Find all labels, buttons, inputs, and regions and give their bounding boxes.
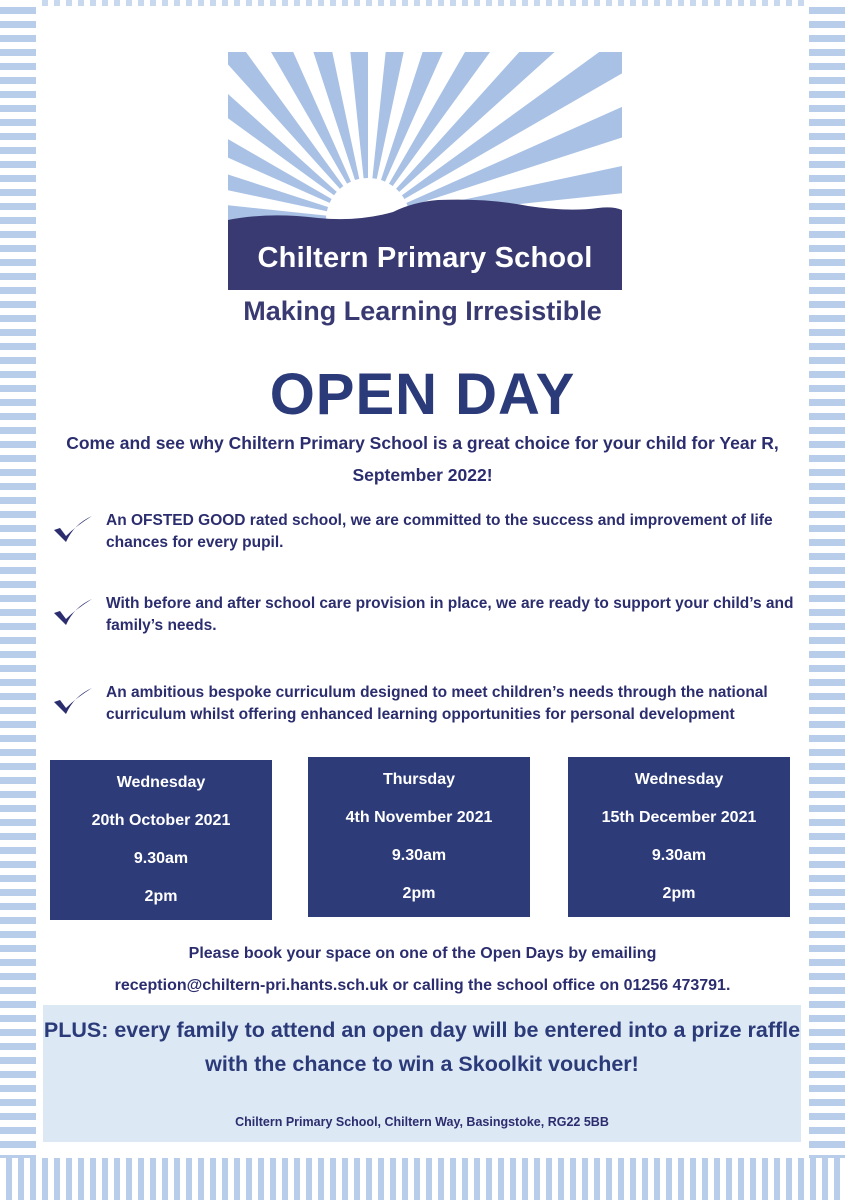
school-logo [228,52,622,290]
open-day-weekday: Thursday [382,771,455,788]
intro-text: Come and see why Chiltern Primary School is a great choice for your child for Year R, September 2022! [66,433,779,485]
booking-line-1: Please book your space on one of the Open Days by emailing [188,945,657,962]
raffle-panel [43,1005,801,1142]
right-stripe-border [809,0,845,1200]
open-day-date: 4th November 2021 [345,809,493,826]
open-day-date: 15th December 2021 [601,809,757,826]
top-stripe-border [0,0,845,6]
bullet-text: With before and after school care provision in place, we are ready to support your child’s and family’s needs. [106,595,794,634]
logo-banner [228,227,622,290]
bullet-text: An OFSTED GOOD rated school, we are committed to the success and improvement of life chances for every pupil. [106,512,773,551]
open-day-time: 9.30am [651,847,707,864]
booking-line-2: reception@chiltern-pri.hants.sch.uk or calling the school office on 01256 473791. [114,977,731,994]
booking-info [40,938,805,1002]
open-day-weekday: Wednesday [116,774,206,791]
bullet-text: An ambitious bespoke curriculum designed to meet children’s needs through the national curriculum whilst offering enhanced learning opportunities for personal development [106,684,768,723]
open-day-time: 9.30am [133,850,189,867]
open-day-time: 2pm [402,885,436,902]
check-icon [52,597,94,629]
sunrise-icon [228,52,622,232]
left-stripe-border [0,0,36,1200]
open-day-time: 9.30am [391,847,447,864]
open-day-time: 2pm [144,888,178,905]
logo-school-name: Chiltern Primary School [257,242,593,274]
page-title: OPEN DAY [269,362,576,427]
check-icon [52,686,94,718]
open-day-card-1 [50,760,272,920]
bottom-stripe-border [0,1158,845,1200]
raffle-text: PLUS: every family to attend an open day will be entered into a prize raffle with the chance to win a Skoolkit voucher! [43,1018,801,1076]
tagline: Making Learning Irresistible [243,296,602,326]
open-day-card-2 [308,757,530,917]
open-day-weekday: Wednesday [634,771,724,788]
open-day-date: 20th October 2021 [91,812,231,829]
check-icon [52,514,94,546]
school-address: Chiltern Primary School, Chiltern Way, Basingstoke, RG22 5BB [235,1115,609,1129]
open-day-time: 2pm [662,885,696,902]
open-day-card-3 [568,757,790,917]
